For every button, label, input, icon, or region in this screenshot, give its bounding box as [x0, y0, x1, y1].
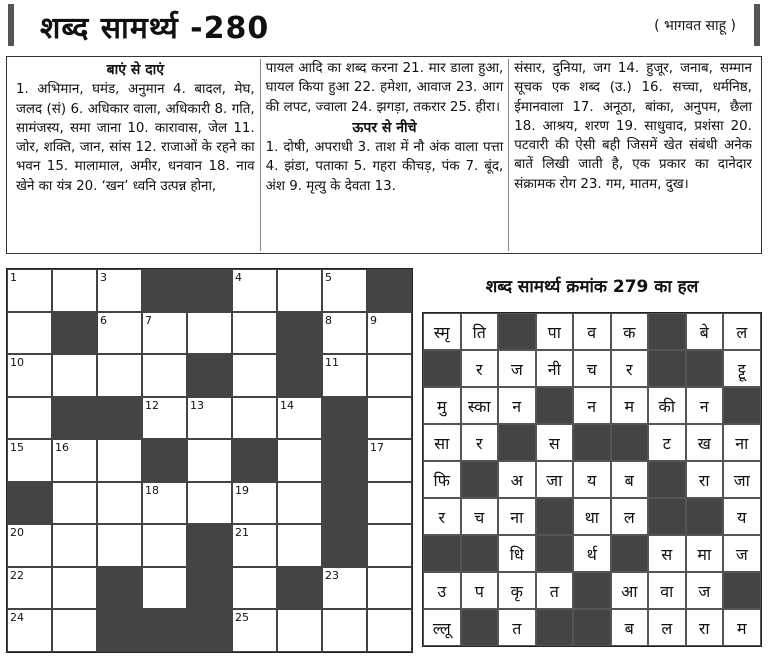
grid-cell[interactable] [52, 354, 97, 397]
solution-cell: स्मृ [423, 313, 461, 350]
grid-cell[interactable] [52, 439, 97, 482]
author-credit: ( भागवत साहू ) [654, 18, 736, 34]
cell-number: 12 [145, 398, 159, 412]
black-cell [142, 439, 187, 482]
solution-cell: त [498, 609, 536, 646]
solution-cell: बे [686, 313, 724, 350]
solution-cell: उ [423, 572, 461, 609]
solution-cell: पा [536, 313, 574, 350]
solution-cell: र [461, 424, 499, 461]
solution-cell: कृ [498, 572, 536, 609]
black-cell [52, 312, 97, 355]
cell-number: 23 [325, 568, 339, 582]
grid-cell[interactable] [322, 269, 367, 312]
solution-cell: त [536, 572, 574, 609]
cell-number: 4 [235, 271, 242, 284]
solution-cell: र [423, 498, 461, 535]
cell-number: 10 [10, 356, 24, 369]
cell-number: 13 [190, 398, 204, 412]
grid-cell[interactable] [322, 354, 367, 397]
cell-number: 5 [325, 271, 332, 284]
solution-cell: वा [648, 572, 686, 609]
black-cell [142, 609, 187, 652]
grid-cell[interactable] [142, 482, 187, 525]
black-cell [187, 269, 232, 312]
black-cell [52, 397, 97, 440]
solution-black-cell [573, 572, 611, 609]
grid-cell[interactable] [187, 312, 232, 355]
black-cell [232, 439, 277, 482]
solution-cell: ज [723, 535, 761, 572]
down-clues-part-1: 1. दोषी, अपराधी 3. ताश में नौ अंक वाला पत्ता 4. झंडा, पताका 5. गहरा कीचड़, पंक 7. बूंद, अंश 9. मृत्यु के देवता 13. [265, 140, 504, 194]
grid-cell[interactable] [322, 567, 367, 610]
solution-cell: व [573, 313, 611, 350]
solution-cell: आ [611, 572, 649, 609]
cell-number: 7 [145, 313, 152, 327]
solution-black-cell [498, 313, 536, 350]
grid-cell[interactable] [277, 397, 322, 440]
solution-cell: क [611, 313, 649, 350]
solution-cell: च [573, 350, 611, 387]
solution-cell: ल्लू [423, 609, 461, 646]
grid-cell[interactable] [367, 567, 412, 610]
solution-black-cell [648, 461, 686, 498]
black-cell [322, 397, 367, 440]
solution-cell: फि [423, 461, 461, 498]
grid-cell[interactable] [277, 609, 322, 652]
grid-cell[interactable] [232, 482, 277, 525]
grid-cell[interactable] [7, 567, 52, 610]
solution-cell: न [686, 387, 724, 424]
solution-cell: ना [723, 424, 761, 461]
grid-cell[interactable] [367, 312, 412, 355]
grid-cell[interactable] [52, 482, 97, 525]
solution-cell: था [573, 498, 611, 535]
solution-cell: च [461, 498, 499, 535]
black-cell [187, 609, 232, 652]
solution-cell: ज [686, 572, 724, 609]
grid-cell[interactable] [277, 524, 322, 567]
black-cell [142, 269, 187, 312]
grid-cell[interactable] [367, 482, 412, 525]
solution-black-cell [573, 609, 611, 646]
cell-number: 11 [325, 356, 339, 369]
solution-cell: य [723, 498, 761, 535]
cell-number: 1 [10, 271, 17, 284]
grid-cell[interactable] [97, 312, 142, 355]
black-cell [277, 354, 322, 397]
solution-cell: स [536, 424, 574, 461]
cell-number: 3 [100, 271, 107, 284]
black-cell [97, 567, 142, 610]
puzzle-title: शब्द सामर्थ्य -280 [40, 11, 270, 46]
solution-cell: अ [498, 461, 536, 498]
grid-cell[interactable] [322, 609, 367, 652]
solution-cell: र्थ [573, 535, 611, 572]
solution-black-cell [686, 350, 724, 387]
black-cell [367, 269, 412, 312]
grid-cell[interactable] [7, 397, 52, 440]
grid-cell[interactable] [277, 269, 322, 312]
cell-number: 25 [235, 611, 249, 624]
solution-cell: ब [611, 609, 649, 646]
grid-cell[interactable] [232, 567, 277, 610]
solution-cell: स्का [461, 387, 499, 424]
grid-cell[interactable] [187, 397, 232, 440]
clues-box [6, 56, 762, 254]
solution-cell: नी [536, 350, 574, 387]
grid-cell[interactable] [142, 397, 187, 440]
grid-cell[interactable] [52, 567, 97, 610]
solution-black-cell [536, 609, 574, 646]
solution-cell: ट्टू [723, 350, 761, 387]
grid-cell[interactable] [232, 609, 277, 652]
grid-cell[interactable] [142, 524, 187, 567]
grid-cell[interactable] [7, 312, 52, 355]
down-clues-part-2: संसार, दुनिया, जग 14. हुजूर, जनाब, सम्मान सूचक एक शब्द (उ.) 16. सच्चा, धर्मनिष्ठ, ईमानवाला 17. अनूठा, बांका, अनुपम, छैला 18. आश्रय, शरण 19. साधुवाद, प्रशंसा 20. पटवारी की ऐसी बही जिसमें खेत संबंधी अनेक बातें लिखी जाती है, एक प्रकार का दानेदार संक्रामक रोग 23. गम, मातम, दुख। [514, 61, 752, 192]
solution-black-cell [461, 535, 499, 572]
grid-cell[interactable] [187, 439, 232, 482]
solution-cell: न [573, 387, 611, 424]
solution-cell: म [611, 387, 649, 424]
grid-cell[interactable] [97, 269, 142, 312]
clues-column-1 [11, 59, 260, 251]
solution-cell: सा [423, 424, 461, 461]
grid-cell[interactable] [7, 269, 52, 312]
cell-number: 14 [280, 398, 294, 412]
title-bar [8, 4, 760, 46]
grid-cell[interactable] [232, 269, 277, 312]
grid-cell[interactable] [367, 524, 412, 567]
black-cell [277, 312, 322, 355]
solution-black-cell [648, 498, 686, 535]
solution-black-cell [536, 498, 574, 535]
solution-black-cell [573, 424, 611, 461]
black-cell [187, 354, 232, 397]
clues-column-2 [260, 59, 509, 251]
solution-cell: ति [461, 313, 499, 350]
grid-cell[interactable] [97, 524, 142, 567]
solution-black-cell [423, 350, 461, 387]
solution-cell: मु [423, 387, 461, 424]
grid-cell[interactable] [277, 439, 322, 482]
grid-cell[interactable] [232, 397, 277, 440]
cell-number: 21 [235, 526, 249, 539]
grid-cell[interactable] [142, 354, 187, 397]
solution-cell: ज [498, 350, 536, 387]
solution-black-cell [461, 609, 499, 646]
solution-black-cell [423, 535, 461, 572]
cell-number: 17 [370, 441, 384, 454]
solution-cell: की [648, 387, 686, 424]
grid-cell[interactable] [277, 482, 322, 525]
cell-number: 6 [100, 313, 107, 327]
cell-number: 19 [235, 483, 249, 497]
solution-cell: ख [686, 424, 724, 461]
solution-black-cell [536, 387, 574, 424]
solution-cell: न [498, 387, 536, 424]
grid-cell[interactable] [97, 354, 142, 397]
solution-black-cell [686, 498, 724, 535]
across-heading: बाएं से दाएं [106, 62, 165, 78]
solution-cell: ल [648, 609, 686, 646]
solution-cell: रा [686, 461, 724, 498]
cell-number: 8 [325, 313, 332, 327]
grid-cell[interactable] [7, 439, 52, 482]
solution-cell: स [648, 535, 686, 572]
grid-cell[interactable] [142, 312, 187, 355]
solution-cell: ब [611, 461, 649, 498]
grid-cell[interactable] [52, 524, 97, 567]
solution-cell: मा [686, 535, 724, 572]
grid-cell[interactable] [367, 439, 412, 482]
grid-cell[interactable] [52, 269, 97, 312]
solution-cell: ल [611, 498, 649, 535]
grid-cell[interactable] [367, 609, 412, 652]
black-cell [7, 482, 52, 525]
solution-cell: र [461, 350, 499, 387]
solution-cell: जा [723, 461, 761, 498]
solution-grid [422, 312, 762, 647]
solution-title: शब्द सामर्थ्य क्रमांक 279 का हल [485, 277, 699, 297]
solution-cell: ट [648, 424, 686, 461]
solution-black-cell [611, 535, 649, 572]
cell-number: 16 [55, 441, 69, 454]
solution-black-cell [611, 424, 649, 461]
black-cell [187, 567, 232, 610]
cell-number: 24 [10, 611, 24, 624]
solution-cell: ना [498, 498, 536, 535]
grid-cell[interactable] [322, 312, 367, 355]
solution-black-cell [648, 350, 686, 387]
black-cell [322, 439, 367, 482]
clues-column-3 [508, 59, 757, 251]
black-cell [322, 524, 367, 567]
solution-cell: जा [536, 461, 574, 498]
grid-cell[interactable] [7, 609, 52, 652]
grid-cell[interactable] [367, 354, 412, 397]
cell-number: 9 [370, 313, 377, 327]
down-heading: ऊपर से नीचे [352, 119, 417, 136]
solution-cell: धि [498, 535, 536, 572]
grid-cell[interactable] [97, 439, 142, 482]
solution-black-cell [536, 535, 574, 572]
grid-cell[interactable] [367, 397, 412, 440]
black-cell [322, 482, 367, 525]
grid-cell[interactable] [232, 312, 277, 355]
grid-cell[interactable] [232, 354, 277, 397]
black-cell [277, 567, 322, 610]
black-cell [187, 524, 232, 567]
solution-black-cell [723, 572, 761, 609]
grid-cell[interactable] [187, 482, 232, 525]
crossword-grid [6, 268, 413, 653]
solution-cell: य [573, 461, 611, 498]
solution-black-cell [461, 461, 499, 498]
grid-cell[interactable] [97, 482, 142, 525]
black-cell [97, 609, 142, 652]
solution-black-cell [648, 313, 686, 350]
solution-black-cell [498, 424, 536, 461]
grid-cell[interactable] [7, 354, 52, 397]
cell-number: 15 [10, 441, 24, 454]
across-clues-part-1: 1. अभिमान, घमंड, अनुमान 4. बादल, मेघ, जलद (सं) 6. अधिकार वाला, अधिकारी 8. गति, सामंजस्य, समा जाना 10. कारावास, जेल 11. जोर, शक्ति, जान, सांस 12. राजाओं के रहने का भवन 15. मालामाल, अमीर, धनवान 18. नाव खेने का यंत्र 20. ‘खन’ ध्वनि उत्पन्न होना, [16, 82, 255, 194]
black-cell [97, 397, 142, 440]
cell-number: 18 [145, 483, 159, 497]
solution-cell: र [611, 350, 649, 387]
solution-black-cell [723, 387, 761, 424]
across-clues-part-2: पायल आदि का शब्द करना 21. मार डाला हुआ, घायल किया हुआ 22. हमेशा, आवाज 23. आग की लपट, ज्वाला 24. झगड़ा, तकरार 25. हीरा। [265, 61, 504, 115]
solution-cell: ल [723, 313, 761, 350]
cell-number: 22 [10, 568, 24, 582]
grid-cell[interactable] [7, 524, 52, 567]
cell-number: 20 [10, 526, 24, 539]
solution-cell: रा [686, 609, 724, 646]
solution-cell: म [723, 609, 761, 646]
solution-cell: प [461, 572, 499, 609]
grid-cell[interactable] [142, 567, 187, 610]
grid-cell[interactable] [52, 609, 97, 652]
grid-cell[interactable] [232, 524, 277, 567]
